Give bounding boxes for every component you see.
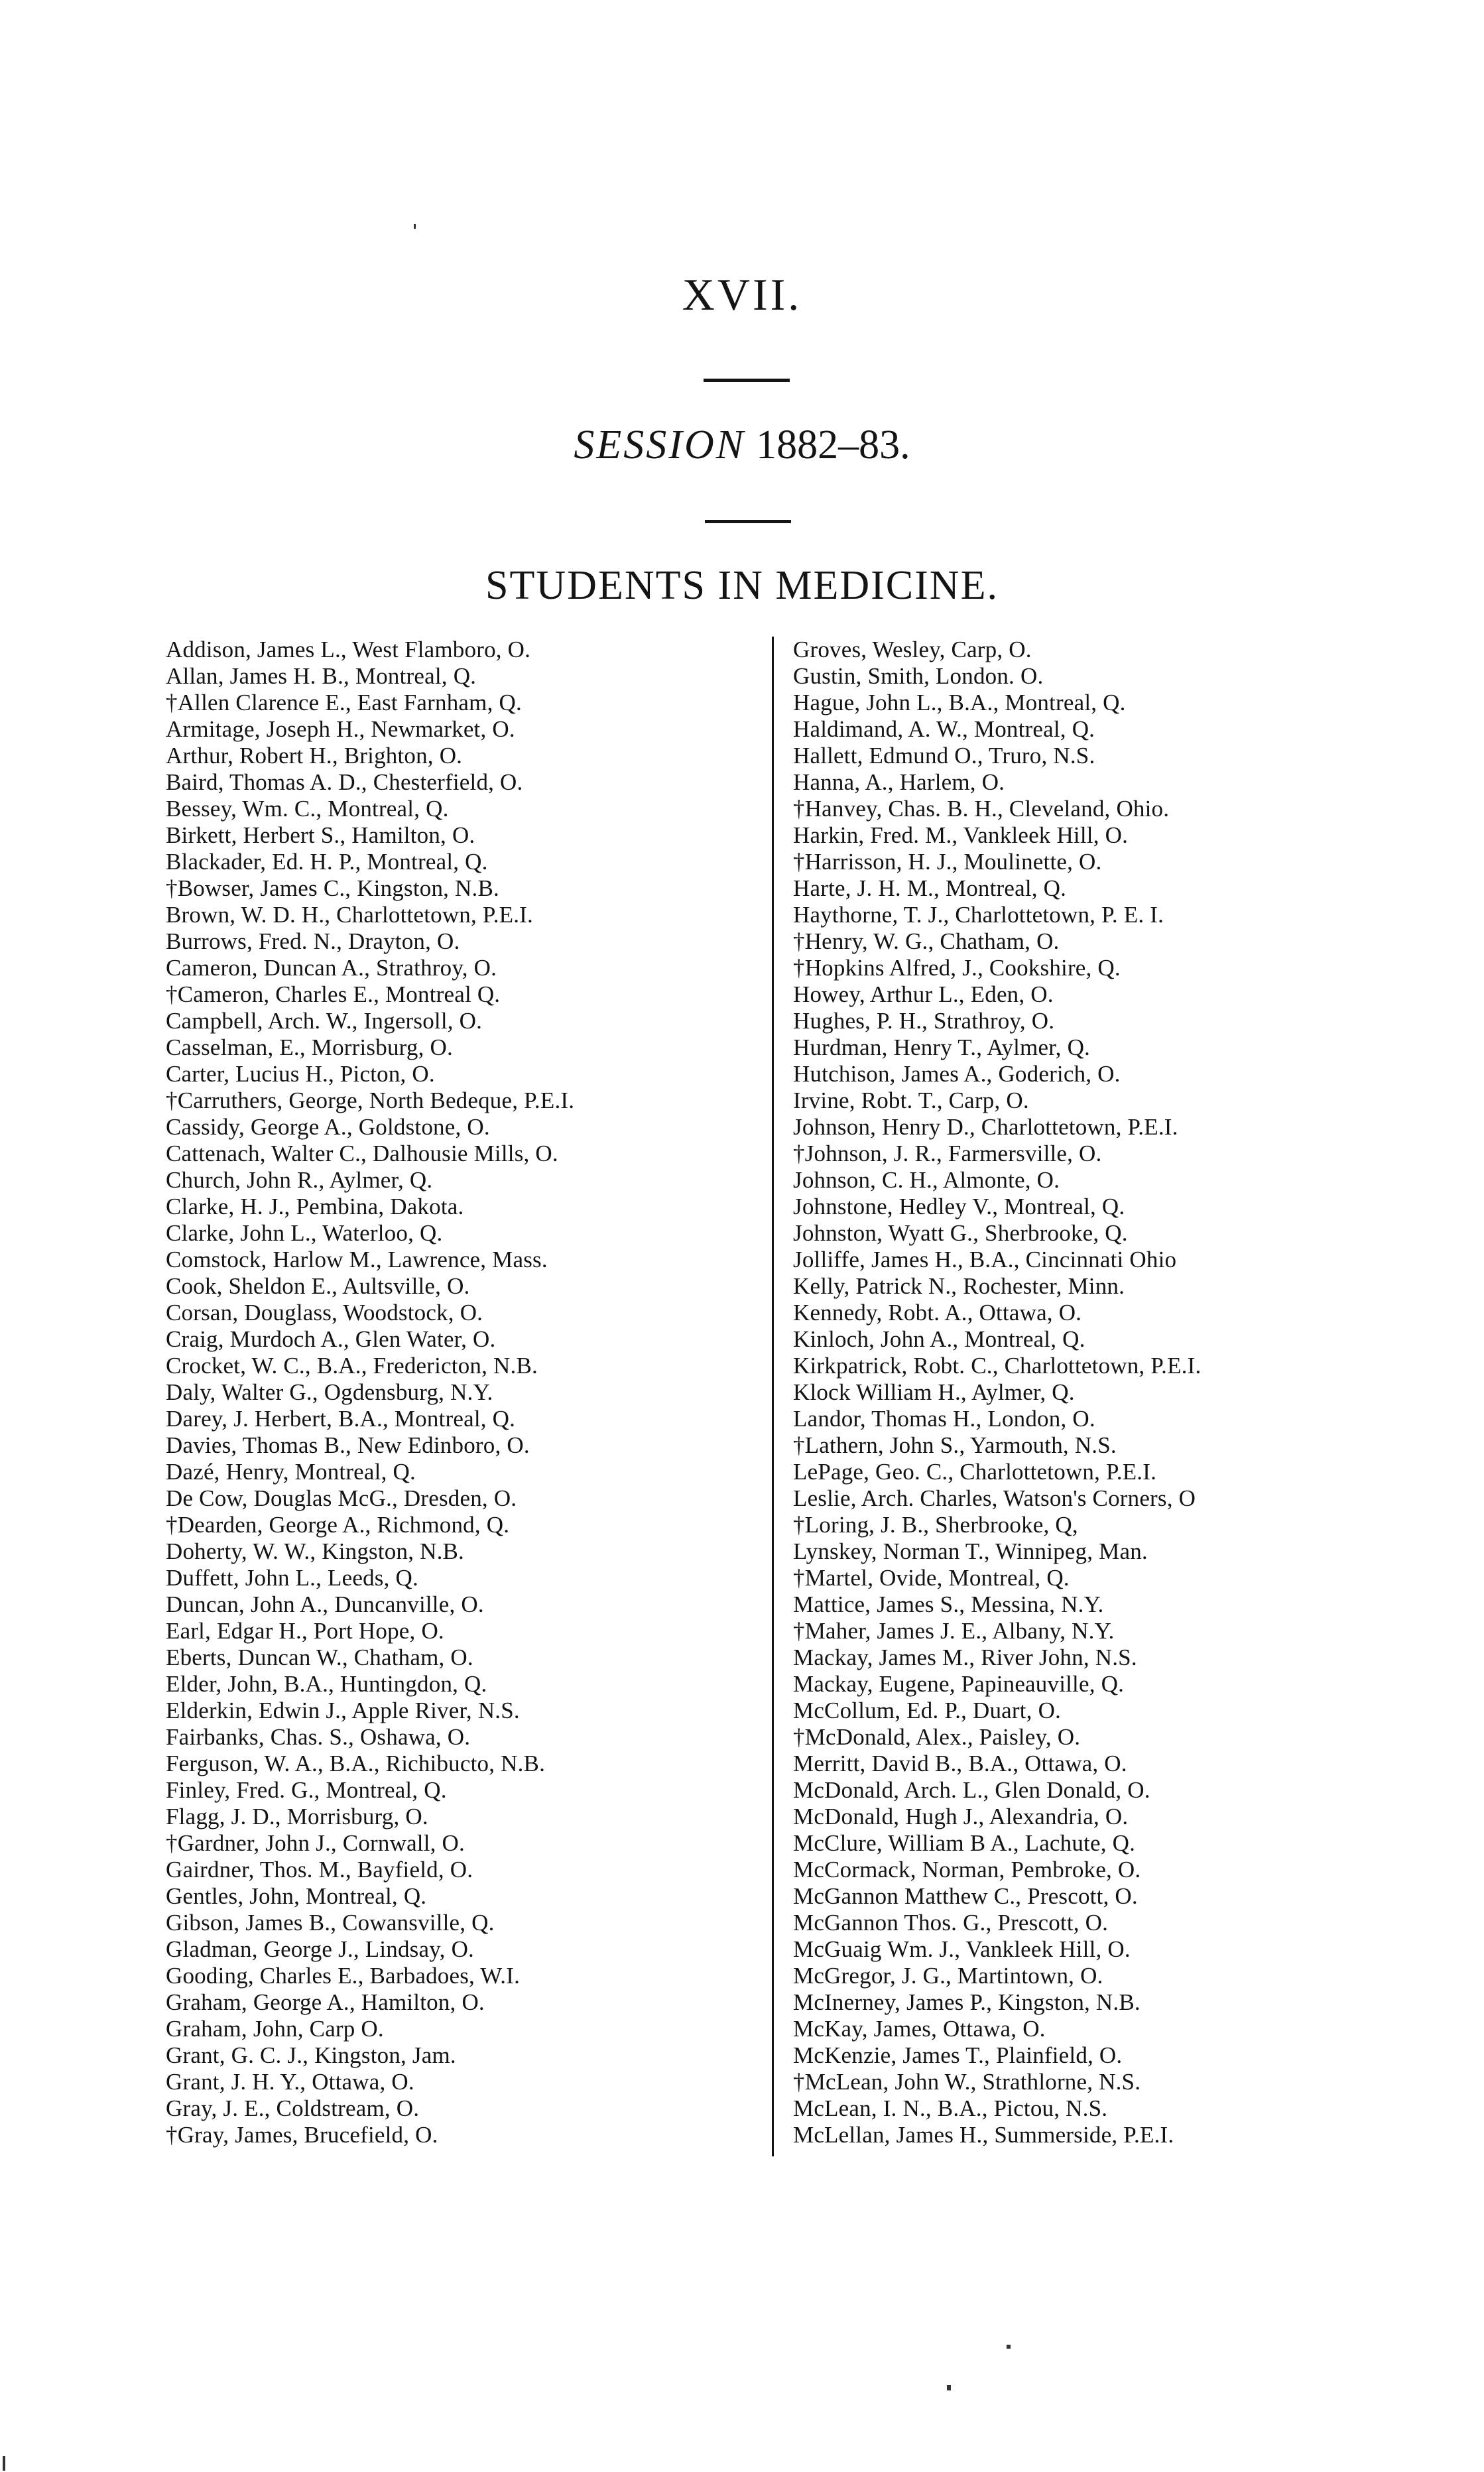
student-entry: †McLean, John W., Strathlorne, N.S. xyxy=(793,2069,1141,2095)
student-entry: Grant, J. H. Y., Ottawa, O. xyxy=(166,2069,414,2095)
student-entry: Haythorne, T. J., Charlottetown, P. E. I. xyxy=(793,902,1164,928)
student-entry: Ferguson, W. A., B.A., Richibucto, N.B. xyxy=(166,1751,546,1776)
students-left-column xyxy=(166,637,766,2148)
rule-bottom xyxy=(705,520,791,523)
student-entry: McGannon Thos. G., Prescott, O. xyxy=(793,1910,1109,1936)
student-entry: †Maher, James J. E., Albany, N.Y. xyxy=(793,1618,1115,1644)
student-entry: Church, John R., Aylmer, Q. xyxy=(166,1167,433,1193)
session-label: SESSION xyxy=(574,422,746,467)
student-entry: Arthur, Robert H., Brighton, O. xyxy=(166,743,463,769)
student-entry: †Lathern, John S., Yarmouth, N.S. xyxy=(793,1432,1117,1458)
student-entry: Blackader, Ed. H. P., Montreal, Q. xyxy=(166,849,488,875)
column-divider xyxy=(772,637,774,2156)
student-entry: Allan, James H. B., Montreal, Q. xyxy=(166,663,477,689)
student-entry: Davies, Thomas B., New Edinboro, O. xyxy=(166,1432,530,1458)
student-entry: Johnson, Henry D., Charlottetown, P.E.I. xyxy=(793,1114,1178,1140)
student-entry: †Cameron, Charles E., Montreal Q. xyxy=(166,981,501,1007)
student-entry: Mattice, James S., Messina, N.Y. xyxy=(793,1591,1104,1617)
student-entry: †Johnson, J. R., Farmersville, O. xyxy=(793,1141,1102,1166)
student-entry: Kinloch, John A., Montreal, Q. xyxy=(793,1326,1085,1352)
student-entry: Leslie, Arch. Charles, Watson's Corners, O xyxy=(793,1485,1196,1511)
student-entry: Gustin, Smith, London. O. xyxy=(793,663,1044,689)
student-entry: Duncan, John A., Duncanville, O. xyxy=(166,1591,484,1617)
student-entry: Grant, G. C. J., Kingston, Jam. xyxy=(166,2042,456,2068)
student-entry: Elderkin, Edwin J., Apple River, N.S. xyxy=(166,1698,520,1723)
speck-mark xyxy=(3,2456,5,2471)
student-entry: Lynskey, Norman T., Winnipeg, Man. xyxy=(793,1538,1148,1564)
student-entry: McGregor, J. G., Martintown, O. xyxy=(793,1963,1103,1989)
student-entry: †Allen Clarence E., East Farnham, Q. xyxy=(166,690,522,715)
student-entry: Clarke, John L., Waterloo, Q. xyxy=(166,1220,443,1246)
student-entry: Cattenach, Walter C., Dalhousie Mills, O. xyxy=(166,1141,558,1166)
student-entry: Finley, Fred. G., Montreal, Q. xyxy=(166,1777,447,1803)
student-entry: Cameron, Duncan A., Strathroy, O. xyxy=(166,955,497,981)
students-right-column xyxy=(793,637,1469,2148)
student-entry: McGannon Matthew C., Prescott, O. xyxy=(793,1883,1138,1909)
student-entry: Harkin, Fred. M., Vankleek Hill, O. xyxy=(793,822,1129,848)
student-entry: Clarke, H. J., Pembina, Dakota. xyxy=(166,1194,464,1219)
student-entry: Cassidy, George A., Goldstone, O. xyxy=(166,1114,490,1140)
student-entry: Landor, Thomas H., London, O. xyxy=(793,1406,1095,1432)
student-entry: Flagg, J. D., Morrisburg, O. xyxy=(166,1804,428,1829)
student-entry: Graham, John, Carp O. xyxy=(166,2016,384,2042)
student-entry: Kirkpatrick, Robt. C., Charlottetown, P.E.I. xyxy=(793,1353,1202,1379)
student-entry: Hanna, A., Harlem, O. xyxy=(793,769,1005,795)
student-entry: Dazé, Henry, Montreal, Q. xyxy=(166,1459,416,1485)
student-entry: †McDonald, Alex., Paisley, O. xyxy=(793,1724,1081,1750)
student-entry: †Loring, J. B., Sherbrooke, Q, xyxy=(793,1512,1078,1538)
student-entry: Bessey, Wm. C., Montreal, Q. xyxy=(166,796,449,822)
student-entry: McGuaig Wm. J., Vankleek Hill, O. xyxy=(793,1936,1131,1962)
student-entry: Mackay, Eugene, Papineauville, Q. xyxy=(793,1671,1125,1697)
student-entry: Kennedy, Robt. A., Ottawa, O. xyxy=(793,1300,1082,1326)
student-entry: Haldimand, A. W., Montreal, Q. xyxy=(793,716,1095,742)
student-entry: McClure, William B A., Lachute, Q. xyxy=(793,1830,1136,1856)
speck-mark xyxy=(1007,2345,1011,2349)
student-entry: McCollum, Ed. P., Duart, O. xyxy=(793,1698,1062,1723)
student-entry: Hurdman, Henry T., Aylmer, Q. xyxy=(793,1034,1090,1060)
student-entry: †Harrisson, H. J., Moulinette, O. xyxy=(793,849,1102,875)
student-entry: McInerney, James P., Kingston, N.B. xyxy=(793,1989,1141,2015)
student-entry: Gooding, Charles E., Barbadoes, W.I. xyxy=(166,1963,521,1989)
student-entry: Corsan, Douglass, Woodstock, O. xyxy=(166,1300,483,1326)
student-entry: McLellan, James H., Summerside, P.E.I. xyxy=(793,2122,1174,2148)
student-entry: Gladman, George J., Lindsay, O. xyxy=(166,1936,474,1962)
student-entry: Carter, Lucius H., Picton, O. xyxy=(166,1061,435,1087)
student-entry: †Gray, James, Brucefield, O. xyxy=(166,2122,438,2148)
student-entry: Baird, Thomas A. D., Chesterfield, O. xyxy=(166,769,523,795)
student-entry: Brown, W. D. H., Charlottetown, P.E.I. xyxy=(166,902,533,928)
student-entry: Burrows, Fred. N., Drayton, O. xyxy=(166,928,460,954)
student-entry: Casselman, E., Morrisburg, O. xyxy=(166,1034,453,1060)
student-entry: Elder, John, B.A., Huntingdon, Q. xyxy=(166,1671,487,1697)
student-entry: McKay, James, Ottawa, O. xyxy=(793,2016,1046,2042)
student-entry: Comstock, Harlow M., Lawrence, Mass. xyxy=(166,1247,548,1272)
student-entry: Klock William H., Aylmer, Q. xyxy=(793,1379,1075,1405)
session-years: 1882–83. xyxy=(756,422,910,467)
student-entry: Graham, George A., Hamilton, O. xyxy=(166,1989,485,2015)
student-entry: †Hopkins Alfred, J., Cookshire, Q. xyxy=(793,955,1121,981)
page-numeral: XVII. xyxy=(682,269,802,320)
student-entry: Cook, Sheldon E., Aultsville, O. xyxy=(166,1273,470,1299)
student-entry: Harte, J. H. M., Montreal, Q. xyxy=(793,875,1067,901)
student-entry: Irvine, Robt. T., Carp, O. xyxy=(793,1087,1029,1113)
student-entry: Hutchison, James A., Goderich, O. xyxy=(793,1061,1121,1087)
student-entry: Duffett, John L., Leeds, Q. xyxy=(166,1565,418,1591)
student-entry: Campbell, Arch. W., Ingersoll, O. xyxy=(166,1008,483,1034)
student-entry: †Hanvey, Chas. B. H., Cleveland, Ohio. xyxy=(793,796,1170,822)
student-entry: McKenzie, James T., Plainfield, O. xyxy=(793,2042,1123,2068)
student-entry: Armitage, Joseph H., Newmarket, O. xyxy=(166,716,515,742)
student-entry: Johnson, C. H., Almonte, O. xyxy=(793,1167,1060,1193)
student-entry: Gibson, James B., Cowansville, Q. xyxy=(166,1910,495,1936)
session-heading xyxy=(0,422,1484,469)
student-entry: Gairdner, Thos. M., Bayfield, O. xyxy=(166,1857,473,1883)
student-entry: Johnstone, Hedley V., Montreal, Q. xyxy=(793,1194,1125,1219)
student-entry: Daly, Walter G., Ogdensburg, N.Y. xyxy=(166,1379,493,1405)
speck-mark xyxy=(414,224,416,229)
student-entry: Darey, J. Herbert, B.A., Montreal, Q. xyxy=(166,1406,516,1432)
student-entry: †Henry, W. G., Chatham, O. xyxy=(793,928,1060,954)
student-entry: Hague, John L., B.A., Montreal, Q. xyxy=(793,690,1126,715)
student-entry: †Martel, Ovide, Montreal, Q. xyxy=(793,1565,1070,1591)
student-entry: Addison, James L., West Flamboro, O. xyxy=(166,637,531,662)
student-entry: Doherty, W. W., Kingston, N.B. xyxy=(166,1538,465,1564)
student-entry: McCormack, Norman, Pembroke, O. xyxy=(793,1857,1141,1883)
rule-top xyxy=(704,379,790,382)
student-entry: Hughes, P. H., Strathroy, O. xyxy=(793,1008,1055,1034)
section-title: STUDENTS IN MEDICINE. xyxy=(485,563,999,608)
student-entry: Howey, Arthur L., Eden, O. xyxy=(793,981,1054,1007)
student-entry: Mackay, James M., River John, N.S. xyxy=(793,1644,1137,1670)
student-entry: Jolliffe, James H., B.A., Cincinnati Ohio xyxy=(793,1247,1177,1272)
student-entry: †Bowser, James C., Kingston, N.B. xyxy=(166,875,499,901)
student-entry: †Carruthers, George, North Bedeque, P.E.I. xyxy=(166,1087,575,1113)
student-entry: Craig, Murdoch A., Glen Water, O. xyxy=(166,1326,496,1352)
student-entry: Crocket, W. C., B.A., Fredericton, N.B. xyxy=(166,1353,538,1379)
student-entry: McLean, I. N., B.A., Pictou, N.S. xyxy=(793,2095,1108,2121)
student-entry: McDonald, Arch. L., Glen Donald, O. xyxy=(793,1777,1150,1803)
student-entry: Hallett, Edmund O., Truro, N.S. xyxy=(793,743,1095,769)
speck-mark xyxy=(947,2385,951,2390)
student-entry: Kelly, Patrick N., Rochester, Minn. xyxy=(793,1273,1125,1299)
student-entry: †Gardner, John J., Cornwall, O. xyxy=(166,1830,465,1856)
student-entry: Eberts, Duncan W., Chatham, O. xyxy=(166,1644,473,1670)
student-entry: Merritt, David B., B.A., Ottawa, O. xyxy=(793,1751,1127,1776)
student-entry: Groves, Wesley, Carp, O. xyxy=(793,637,1032,662)
student-entry: Birkett, Herbert S., Hamilton, O. xyxy=(166,822,475,848)
student-entry: Gray, J. E., Coldstream, O. xyxy=(166,2095,420,2121)
student-entry: McDonald, Hugh J., Alexandria, O. xyxy=(793,1804,1129,1829)
student-entry: Earl, Edgar H., Port Hope, O. xyxy=(166,1618,444,1644)
student-entry: Fairbanks, Chas. S., Oshawa, O. xyxy=(166,1724,471,1750)
student-entry: LePage, Geo. C., Charlottetown, P.E.I. xyxy=(793,1459,1157,1485)
student-entry: De Cow, Douglas McG., Dresden, O. xyxy=(166,1485,517,1511)
student-entry: Johnston, Wyatt G., Sherbrooke, Q. xyxy=(793,1220,1128,1246)
student-entry: Gentles, John, Montreal, Q. xyxy=(166,1883,427,1909)
student-entry: †Dearden, George A., Richmond, Q. xyxy=(166,1512,510,1538)
